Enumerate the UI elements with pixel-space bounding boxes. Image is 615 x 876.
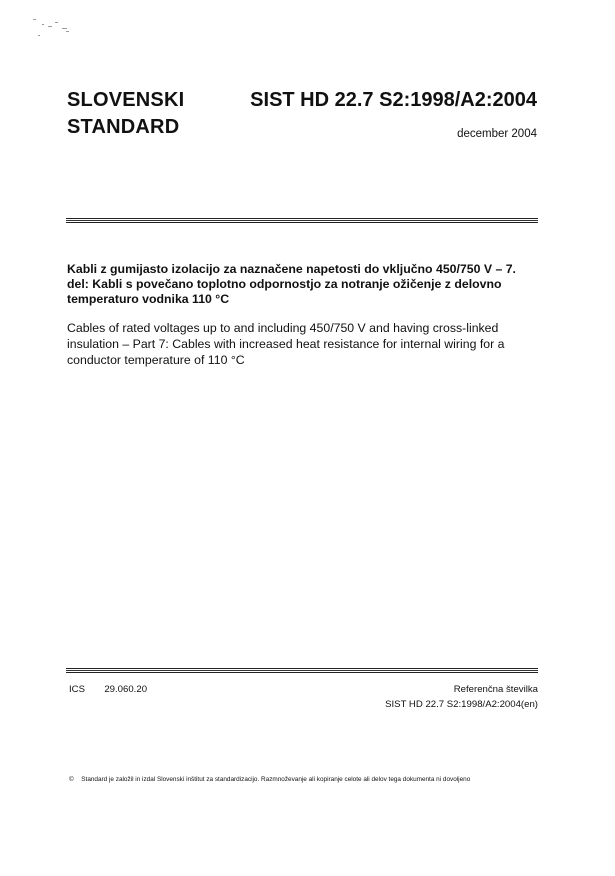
ics-classification — [69, 684, 147, 695]
publication-date: december 2004 — [457, 128, 537, 140]
reference-number: SIST HD 22.7 S2:1998/A2:2004(en) — [385, 699, 538, 710]
ics-label: ICS — [69, 684, 85, 695]
organization-name — [67, 87, 184, 141]
reference-label: Referenčna številka — [453, 684, 538, 695]
standard-identifier: SIST HD 22.7 S2:1998/A2:2004 — [250, 89, 537, 111]
organization-name-line1: SLOVENSKI — [67, 89, 185, 111]
copyright-notice — [69, 776, 470, 783]
copyright-text: Standard je založil in izdal Slovenski inštitut za standardizacijo. Razmnoževanje ali kopiranje celote ali delov tega dokumenta ni dovoljeno — [81, 776, 471, 783]
copyright-icon: © — [69, 776, 74, 783]
ics-code: 29.060.20 — [104, 684, 148, 695]
title-slovenian: Kabli z gumijasto izolacijo za naznačene napetosti do vključno 450/750 V – 7. del: Kabli s povečano toplotno odpornostjo za notranje ožičenje z delovno temperaturo vodnika 110 °C — [67, 262, 516, 306]
organization-name-line2: STANDARD — [67, 116, 180, 138]
bottom-divider — [66, 668, 538, 673]
reference-block — [330, 682, 538, 712]
top-divider — [66, 218, 538, 223]
title-english: Cables of rated voltages up to and including 450/750 V and having cross-linked insulation – Part 7: Cables with increased heat resistance for internal wiring for a conductor temperature of 110 °C — [67, 321, 505, 367]
